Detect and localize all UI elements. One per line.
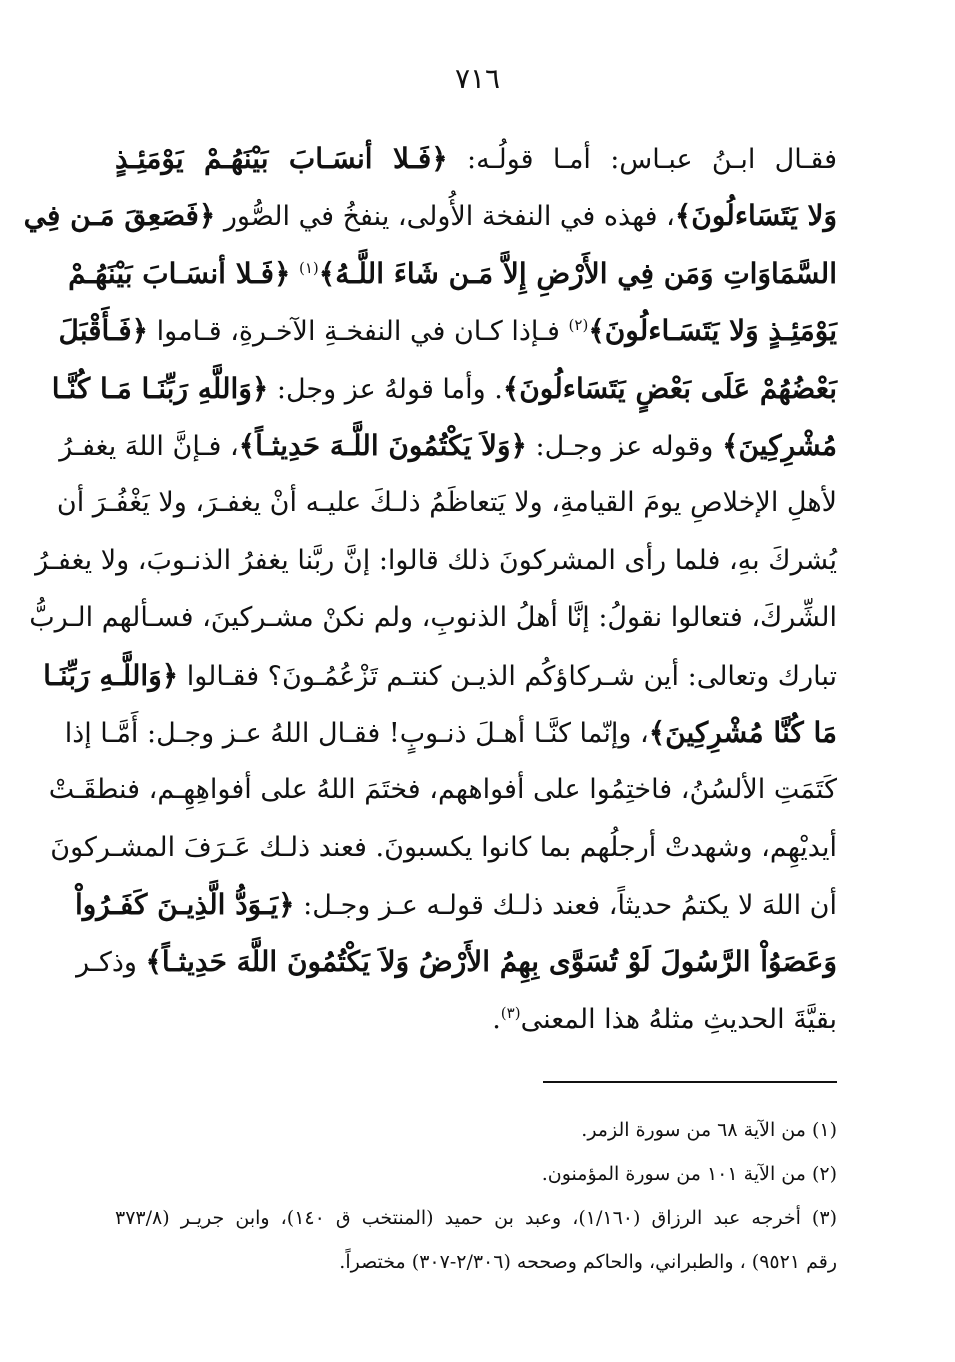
footnote-3: (٣) أخرجه عبد الرزاق (١/١٦٠)، وعبد بن حميد (المنتخب ق ١٤٠)، وابن جريـر (٣٧٣/٨ — [115, 1207, 837, 1229]
quran-quote: ﴿فَـلا أنسَـابَ بَيْنَهُـمْ — [68, 256, 291, 290]
text-line — [115, 130, 837, 187]
footnote-1: (١) من الآية ٦٨ من سورة الزمر. — [581, 1119, 837, 1141]
quran-quote: ﴿وَاللَّهِ رَبِّنَـا مَـا كُنَّـا — [51, 371, 269, 405]
text-segment: الشِّركَ، فتعالوا نقولُ: إنَّا أهلُ الذنوبِ، ولم نكنْ مشـركينَ، فسـألهم الـربُّ — [29, 602, 837, 634]
quran-quote: وَعَصَوُاْ الرَّسُولَ لَوْ تُسَوَّى بِهِمُ الأَرْضُ وَلاَ يَكْتُمُونَ اللَّهَ حَدِيثـاً﴾ — [145, 945, 837, 979]
text-segment: ، فهذه في النفخة الأُولى، ينفخُ في الصُّور — [215, 201, 675, 233]
quran-quote: وَلا يَتَسَاءلُونَ﴾ — [674, 199, 837, 233]
text-line — [48, 761, 837, 818]
text-segment: أن اللهَ لا يكتمُ حديثاً، فعند ذلـك قولـه عـز وجـل: — [294, 890, 837, 922]
footnote-2: (٢) من الآية ١٠١ من سورة المؤمنون. — [541, 1163, 837, 1185]
quran-quote: مَا كُنَّا مُشْرِكِينَ﴾ — [648, 715, 837, 749]
text-line — [23, 187, 837, 244]
text-line — [43, 647, 837, 704]
text-line — [51, 360, 837, 417]
text-segment: وقوله عز وجـل: — [526, 430, 723, 462]
footnotes — [115, 1108, 837, 1284]
quran-quote: يَوْمَئِـذٍ وَلا يَتَسَـاءلُونَ﴾ — [588, 314, 837, 348]
text-line — [50, 819, 837, 876]
quran-quote: ﴿فَـأَقْبَلَ — [58, 314, 149, 348]
text-segment: كَتَمَتِ الألسُنُ، فاختِمُوا على أفواههم، فختَمَ اللهُ على أفواهِهِـم، فنطقَـتْ — [48, 774, 837, 806]
text-line — [74, 876, 837, 933]
main-text — [23, 130, 838, 1048]
text-segment: وذكـر — [76, 947, 146, 979]
footnote-marker: (٢) — [568, 316, 589, 335]
text-line — [59, 417, 837, 474]
text-segment: ، وإنّما كنَّـا أهـلَ ذنـوبٍ! فقـال اللهُ عـز وجـل: أَمَّـا إذا — [64, 717, 649, 749]
text-segment: أيديْهِم، وشهدتْ أرجلُهم بما كانوا يكسبونَ. فعند ذلـك عَـرَفَ المشـركونَ — [50, 831, 837, 863]
text-segment: بقيَّةَ الحديثِ مثلهُ هذا المعنى — [520, 1003, 837, 1035]
text-line — [58, 302, 837, 359]
page-number: ٧١٦ — [454, 62, 501, 95]
quran-quote: ﴿وَلاَ يَكْتُمُونَ اللَّـهَ حَدِيثـاً﴾ — [238, 428, 527, 462]
text-segment: لأهلِ الإخلاصِ يومَ القيامةِ، ولا يَتعاظَمُ ذلـكَ عليـه أنْ يغفـرَ، ولا يَغْفُـرَ أن — [56, 487, 837, 519]
text-segment: فقـال ابـنُ عبـاس: أمـا قولُـه: — [447, 144, 838, 175]
quran-quote: بَعْضُهُمْ عَلَى بَعْضٍ يَتَسَاءلُونَ﴾ — [502, 371, 837, 405]
footnote-marker: (٣) — [500, 1003, 521, 1022]
text-segment — [290, 259, 299, 290]
quran-quote: ﴿فَـلا أنسَـابَ بَيْنَهُـمْ يَوْمَئِـذٍ — [115, 142, 448, 175]
quran-quote: السَّمَاوَاتِ وَمَن فِي الأَرْضِ إِلاَّ مَـن شَاءَ اللَّـهُ﴾ — [318, 256, 837, 290]
text-line — [115, 991, 837, 1048]
text-line — [29, 589, 837, 646]
footnote-divider — [543, 1081, 837, 1083]
text-line — [56, 474, 837, 531]
text-segment: تبارك وتعالى: أين شـركاؤكُم الذيـن كنتـم تَزْعُمُـونَ؟ فقـالوا — [178, 660, 837, 692]
footnote-marker: (١) — [299, 258, 319, 277]
text-segment: . — [492, 1003, 501, 1035]
quran-quote: ﴿وَاللَّـهِ رَبِّنَـا — [43, 658, 179, 692]
text-line — [68, 245, 837, 302]
quran-quote: ﴿يَـوَدُّ الَّذِيـنَ كَفَـرُواْ — [74, 888, 295, 922]
quran-quote: مُشْرِكِينَ﴾ — [722, 428, 837, 462]
text-segment: فـإذا كـان في النفخـةِ الآخـرةِ، قـاموا — [148, 316, 569, 348]
text-line — [35, 532, 837, 589]
text-line — [64, 704, 837, 761]
text-line — [76, 933, 837, 990]
text-segment: . وأما قولهُ عز وجل: — [268, 373, 503, 405]
quran-quote: ﴿فَصَعِقَ مَـن فِي — [23, 199, 216, 233]
text-segment: ، فـإنَّ اللهَ يغفـرُ — [59, 430, 239, 462]
footnote-3-continuation: رقم ٩٥٢١) ، والطبراني، والحاكم وصححه (٢/٣٠٦-٣٠٧) مختصراً. — [339, 1251, 837, 1273]
text-segment: يُشركَ بهِ، فلما رأى المشركونَ ذلك قالوا: إنَّ ربَّنا يغفرُ الذنـوبَ، ولا يغفـرُ — [35, 544, 837, 576]
